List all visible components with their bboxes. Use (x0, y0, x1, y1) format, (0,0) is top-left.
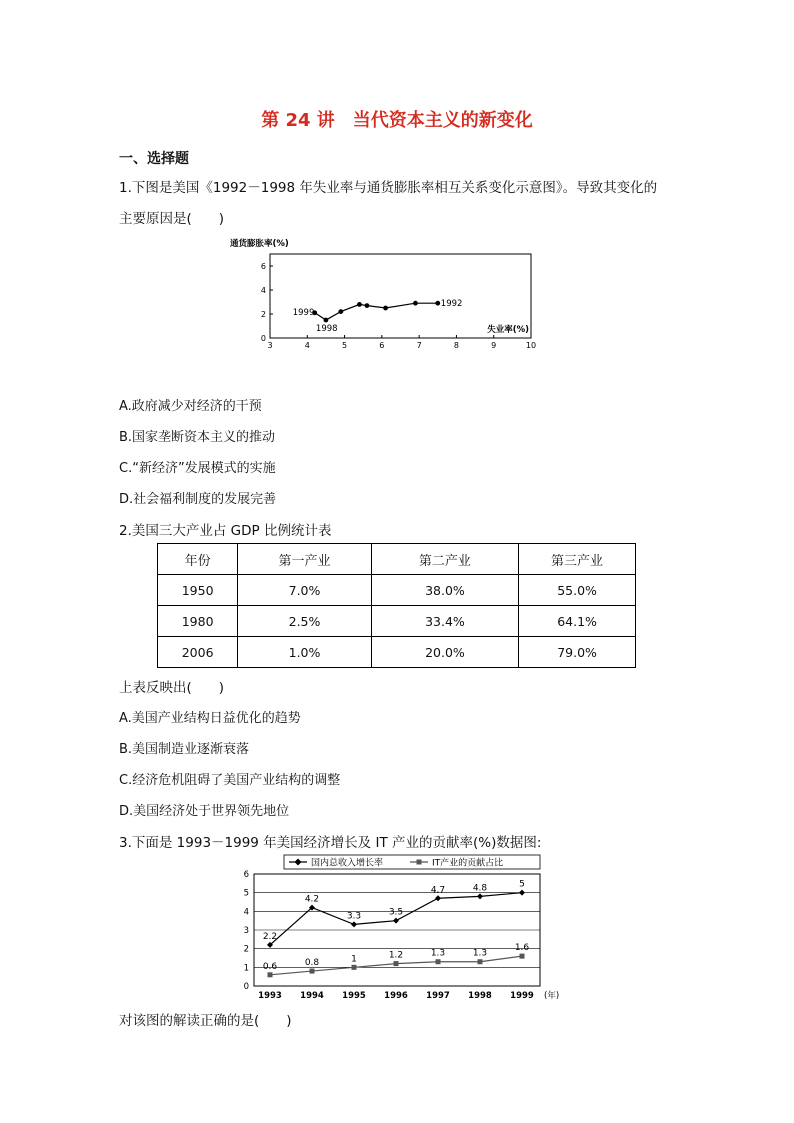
data-point-income (519, 890, 525, 896)
q2-option-d: D.美国经济处于世界领先地位 (119, 804, 290, 819)
table-cell: 20.0% (371, 637, 518, 668)
question-1-text: 1.下图是美国《1992－1998 年失业率与通货膨胀率相互关系变化示意图》。导致其变化的 (119, 180, 658, 196)
question-3-text: 3.下面是 1993－1999 年美国经济增长及 IT 产业的贡献率(%)数据图: (119, 835, 542, 851)
x-tick-label: 4 (304, 341, 310, 350)
table-cell: 64.1% (519, 606, 636, 637)
table-cell: 33.4% (371, 606, 518, 637)
data-point-income (351, 921, 357, 927)
point-annotation: 1998 (315, 324, 338, 334)
question-2-prompt: 上表反映出( ) (119, 680, 225, 696)
q1-option-c: C.“新经济”发展模式的实施 (119, 461, 276, 476)
data-point (383, 306, 388, 311)
legend-label-it: IT产业的贡献占比 (432, 858, 504, 869)
x-tick-label: 5 (342, 341, 348, 350)
unemployment-inflation-chart (225, 236, 545, 352)
table-row (158, 606, 636, 637)
table-cell: 2.5% (238, 606, 371, 637)
table-header-cell: 第一产业 (238, 544, 371, 575)
section-heading: 一、选择题 (119, 151, 189, 167)
table-cell: 1950 (158, 575, 238, 606)
point-annotation: 1992 (440, 299, 463, 310)
table-cell: 2006 (158, 637, 238, 668)
data-point-it (394, 961, 399, 966)
q2-option-a: A.美国产业结构日益优化的趋势 (119, 711, 301, 726)
x-tick-label: 1993 (258, 991, 282, 1001)
data-label: 0.8 (304, 958, 320, 969)
data-point-income (477, 893, 483, 899)
legend-label-income: 国内总收入增长率 (311, 858, 384, 869)
y-tick-label: 2 (260, 310, 266, 319)
data-label: 2.2 (262, 931, 278, 942)
y-tick-label: 6 (243, 870, 249, 880)
data-label: 1.2 (388, 950, 404, 961)
y-tick-label: 0 (260, 334, 266, 343)
q1-option-d: D.社会福利制度的发展完善 (119, 492, 277, 507)
table-cell: 38.0% (371, 575, 518, 606)
legend-marker-it (417, 860, 422, 865)
data-label: 1.3 (430, 948, 446, 959)
question-3-prompt: 对该图的解读正确的是( ) (119, 1013, 292, 1029)
table-row (158, 575, 636, 606)
data-label: 4.2 (304, 894, 320, 905)
x-tick-label: 1997 (426, 991, 450, 1001)
data-label: 5 (519, 879, 525, 890)
y-tick-label: 3 (243, 926, 249, 936)
data-point-it (268, 972, 273, 977)
x-tick-label: 7 (416, 341, 422, 350)
x-tick-label: 8 (453, 341, 459, 350)
gdp-table (157, 543, 636, 668)
y-tick-label: 0 (243, 982, 249, 992)
x-unit-label: (年) (544, 991, 560, 1001)
data-label: 1.6 (514, 943, 530, 954)
table-row (158, 637, 636, 668)
data-point (365, 303, 370, 308)
data-label: 1.3 (472, 948, 488, 959)
x-tick-label: 1998 (468, 991, 492, 1001)
data-point-income (393, 918, 399, 924)
table-cell: 55.0% (519, 575, 636, 606)
y-tick-label: 4 (260, 286, 266, 295)
x-axis-label: 失业率(%) (487, 325, 529, 335)
x-tick-label: 10 (525, 341, 537, 350)
q1-option-a: A.政府减少对经济的干预 (119, 399, 262, 414)
data-point-it (478, 959, 483, 964)
q1-option-b: B.国家垄断资本主义的推动 (119, 430, 276, 445)
data-point (413, 301, 418, 306)
gdp-it-contribution-chart (232, 852, 562, 1002)
data-label: 4.7 (430, 885, 446, 896)
data-point-it (310, 969, 315, 974)
x-tick-label: 1995 (342, 991, 366, 1001)
x-tick-label: 1994 (300, 991, 324, 1001)
table-cell: 7.0% (238, 575, 371, 606)
x-tick-label: 1996 (384, 991, 408, 1001)
data-label: 3.5 (388, 907, 404, 918)
data-label: 1 (351, 954, 357, 965)
x-tick-label: 9 (491, 341, 497, 350)
data-point-it (352, 965, 357, 970)
x-tick-label: 6 (379, 341, 385, 350)
legend-marker-income (295, 859, 302, 866)
data-point (357, 302, 362, 307)
question-1-text-cont: 主要原因是( ) (119, 211, 225, 227)
page-title: 第 24 讲 当代资本主义的新变化 (261, 110, 533, 131)
series-line (315, 303, 438, 320)
q2-option-c: C.经济危机阻碍了美国产业结构的调整 (119, 773, 341, 788)
data-label: 3.3 (346, 911, 362, 922)
y-tick-label: 1 (243, 963, 249, 974)
data-point-it (436, 959, 441, 964)
table-cell: 79.0% (519, 637, 636, 668)
table-header-cell: 第三产业 (519, 544, 636, 575)
x-tick-label: 3 (267, 341, 273, 350)
x-tick-label: 1999 (510, 991, 534, 1001)
data-point-it (520, 954, 525, 959)
data-label: 0.6 (262, 961, 278, 972)
q2-option-b: B.美国制造业逐渐衰落 (119, 742, 250, 757)
table-header-cell: 年份 (158, 544, 238, 575)
data-point (324, 318, 329, 323)
y-axis-label: 通货膨胀率(%) (230, 239, 289, 249)
table-cell: 1980 (158, 606, 238, 637)
table-header-cell: 第二产业 (371, 544, 518, 575)
y-tick-label: 4 (243, 907, 249, 918)
data-point (435, 301, 440, 306)
data-label: 4.8 (472, 883, 488, 894)
y-tick-label: 2 (243, 944, 249, 955)
question-2-text: 2.美国三大产业占 GDP 比例统计表 (119, 523, 332, 539)
y-tick-label: 6 (260, 262, 266, 271)
point-annotation: 1999 (292, 307, 315, 318)
y-tick-label: 5 (243, 888, 249, 899)
table-cell: 1.0% (238, 637, 371, 668)
data-point (338, 309, 343, 314)
table-header-row (158, 544, 636, 575)
data-point-income (435, 895, 441, 901)
